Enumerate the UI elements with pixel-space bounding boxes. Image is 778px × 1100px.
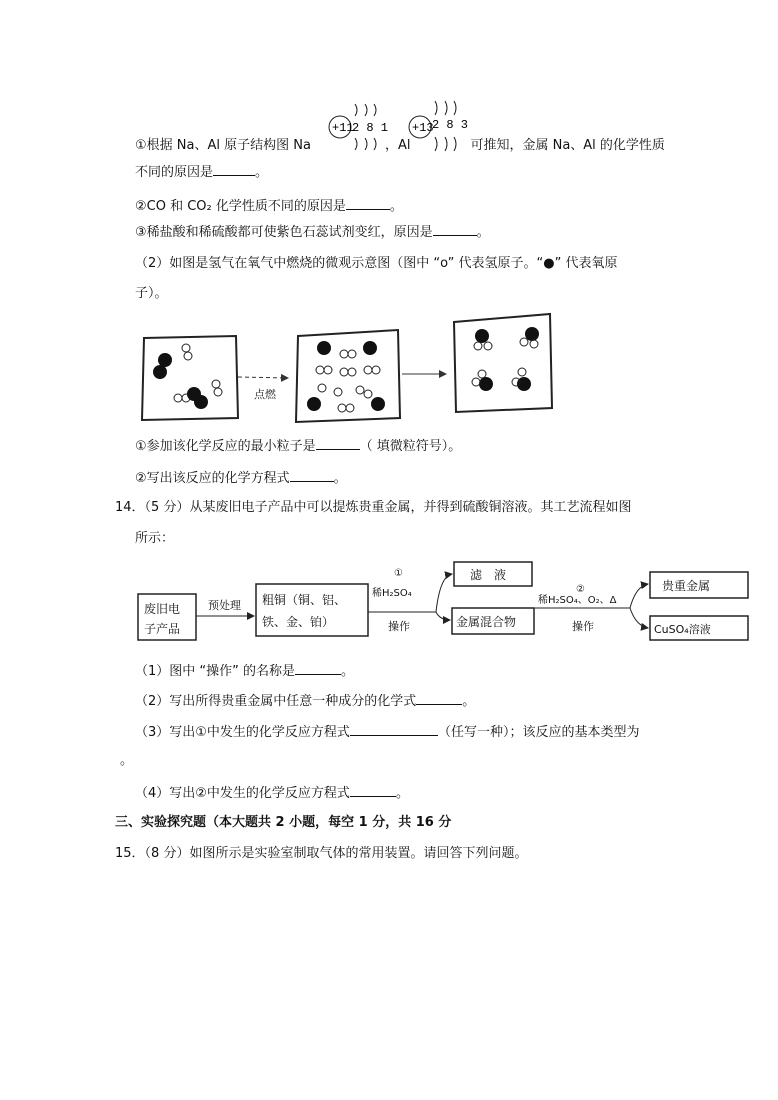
q14-sub1: （1）图中 “操作” 的名称是 。	[135, 661, 354, 681]
box-filtrate: 滤 液	[470, 568, 507, 582]
section3-heading: 三、实验探究题（本大题共 2 小题，每空 1 分，共 16 分	[115, 815, 452, 830]
q15-text: 15．（8 分）如图所示是实验室制取气体的常用装置。请回答下列问题。	[115, 846, 528, 861]
q13-part2-line2: 子）。	[135, 286, 168, 301]
reaction-condition-label: 点燃	[254, 388, 276, 401]
hydrogen-combustion-diagram	[138, 312, 558, 424]
q14-sub4: （4）写出②中发生的化学反应方程式 。	[135, 783, 409, 803]
reactants-box	[142, 336, 238, 420]
box-mixture: 金属混合物	[456, 615, 517, 629]
answer-blank[interactable]	[316, 436, 360, 450]
q13-sub2: ②写出该反应的化学方程式 。	[135, 468, 347, 488]
box-waste-line1: 废旧电	[144, 602, 181, 616]
q13-line2: 不同的原因是 。	[135, 162, 268, 182]
products-box	[454, 314, 552, 412]
na-nucleus-charge: +11	[332, 121, 354, 135]
q14-sub3-end: 。	[120, 753, 134, 768]
box-precious-metal: 贵重金属	[662, 579, 711, 593]
answer-blank[interactable]	[350, 783, 396, 797]
al-electron-shells: 2 8 3	[432, 118, 469, 132]
al-nucleus-charge: +13	[412, 121, 434, 135]
pretreat-label: 预处理	[208, 599, 241, 612]
q13-sub1: ①参加该化学反应的最小粒子是 （ 填微粒符号）。	[135, 436, 461, 456]
step1-reagent: 稀H₂SO₄	[372, 588, 412, 599]
q13-line1: ①根据 Na、Al 原子结构图 Na ，Al 可推知，金属 Na、Al 的化学性质	[135, 138, 665, 153]
q14-sub3: （3）写出①中发生的化学反应方程式 （任写一种）；该反应的基本类型为	[135, 722, 639, 742]
step2-reagent: 稀H₂SO₄、O₂、Δ	[538, 595, 617, 606]
q14-sub2: （2）写出所得贵重金属中任意一种成分的化学式 。	[135, 691, 475, 711]
answer-blank[interactable]	[433, 222, 477, 236]
step1-operation: 操作	[388, 620, 410, 633]
box-cuso4-solution: CuSO₄溶液	[654, 623, 711, 636]
answer-blank[interactable]	[213, 162, 255, 176]
q14-intro-line2: 所示：	[135, 531, 175, 546]
step2-operation: 操作	[572, 620, 594, 633]
answer-blank[interactable]	[295, 661, 341, 675]
na-electron-shells: 2 8 1	[352, 121, 389, 135]
box-waste-line2: 子产品	[144, 622, 181, 636]
mixture-box	[296, 330, 400, 422]
q13-line3: ②CO 和 CO₂ 化学性质不同的原因是 。	[135, 196, 403, 216]
box-crude-line2: 铁、金、铂）	[262, 615, 335, 629]
box-crude-line1: 粗铜（铜、铝、	[262, 593, 347, 607]
process-flow-diagram	[136, 556, 754, 648]
q14-intro-line1: 14．（5 分）从某废旧电子产品中可以提炼贵重金属，并得到硫酸铜溶液。其工艺流程如图	[115, 500, 632, 515]
answer-blank[interactable]	[290, 468, 334, 482]
step1-number: ①	[394, 568, 403, 579]
answer-blank[interactable]	[346, 196, 390, 210]
q13-line4: ③稀盐酸和稀硫酸都可使紫色石蕊试剂变红，原因是 。	[135, 222, 490, 242]
step2-number: ②	[576, 584, 585, 595]
answer-blank[interactable]	[416, 691, 462, 705]
q13-part2-line1: （2）如图是氢气在氧气中燃烧的微观示意图（图中 “o” 代表氢原子。“●” 代表氧原	[135, 256, 618, 271]
answer-blank[interactable]	[350, 722, 438, 736]
